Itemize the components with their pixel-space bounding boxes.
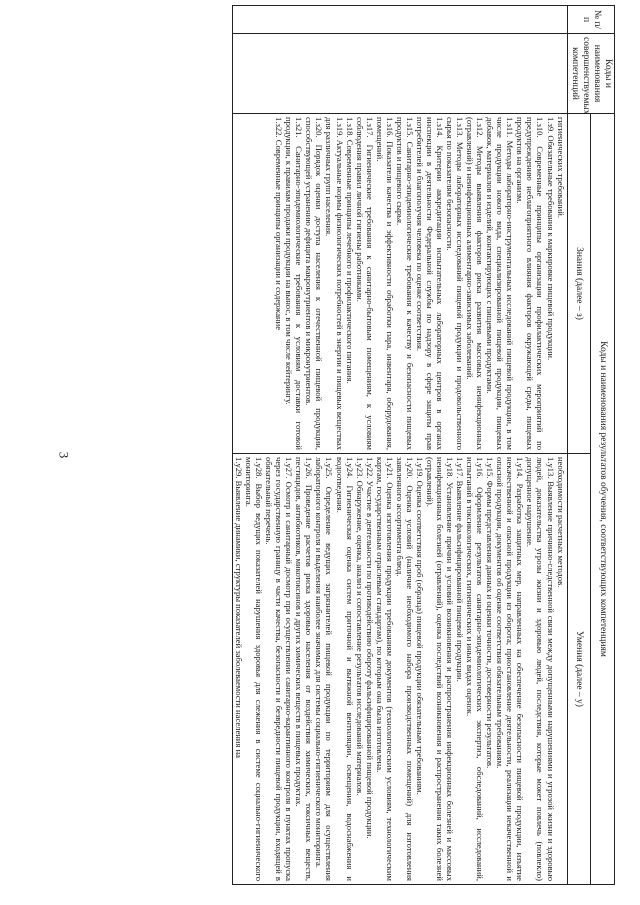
skill-item: 1.у18. Установление причин и условий возникновения и распространения инфекционных болезней и массовых неинфекционных болезней (отравлений), оценка последствий возникновения и распространения таких болезней (отравлений). (424, 457, 456, 881)
knowledge-item: 1.з21. Санитарно-эпидемиологические требования к условиям доставки готовой продукции, к правилам продажи продукции на вынос, в том числе кейтерингу. (284, 117, 305, 450)
page-number: 3 (56, 451, 72, 459)
skill-item: 1.у20. Оценка условий (наличие необходимого набора производственных помещений) для изготовления заявленного ассортимента блюд. (394, 457, 415, 881)
codes-cell (233, 34, 568, 114)
knowledge-item: 1.з18. Современные принципы лечебного и профилактического питания. (344, 117, 355, 384)
knowledge-cell (233, 114, 568, 454)
knowledge-item: гигиенических требований. (555, 117, 566, 218)
column-header-group: Коды и наименования результатов обучения, соответствующих компетенциям (591, 114, 615, 885)
column-header-codes: Коды и наименования совершенствуемых компетенций (567, 34, 614, 114)
knowledge-item: 1.з12. Методы выявления факторов риска развития массовых неинфекционных (отравлений) и неинфекционных алиментарно-зависимых заболеваний. (465, 117, 486, 450)
skill-item: 1.у21. Оценка изготовления продукции требованиям документов (технологическим условиям, технологическим картам, государственным отраслевым стандартам), по которым она была изготовлена. (374, 457, 395, 881)
skill-item: 1.у22. Участие в деятельности по противодействию обороту фальсифицированной пищевой продукции. (364, 457, 375, 839)
skill-item: 1.у26. Проведение расчетов риска здоровью населения от воздействия химических, токсичных веществ, пестицидов, антибиотиков, микотоксинов и других химических веществ в пищевых продуктах. (294, 457, 315, 881)
knowledge-item: 1.з16. Показатели качества и эффективности обработки пара, инвентаря, оборудования, помещений. (374, 117, 395, 450)
header-row-2 (567, 6, 591, 885)
table-row (233, 6, 568, 885)
skill-item: 1.у23. Обнаружение, оценка, анализ и сопоставление результатов исследований материалов. (354, 457, 365, 796)
rotated-content (75, 5, 615, 885)
header-row-1 (591, 6, 615, 885)
skill-item: 1.у27. Осмотр и санитарный досмотр при осуществлении санитарно-карантинного контроля в пунктах пропуска через государственную границу в части качества, безопасности и безвредности пищевой продукции, входящей в обязательный перечень. (264, 457, 295, 881)
knowledge-item: 1.з19. Актуальные нормы физиологических потребностей в энергии и пищевых веществах для различных групп населения. (324, 117, 345, 450)
knowledge-item: 1.з17. Гигиенические требования к санитарно-бытовым помещениям, к условиям соблюдения правил личной гигиены работниками. (354, 117, 375, 450)
knowledge-item: 1.з14. Критерии аккредитации испытательных лабораторных центров в органах инспекции в деятельности Федеральной службы по надзору в сфере защиты прав потребителей и благополучия человека по оценке соответствия. (414, 117, 445, 450)
skills-cell (233, 454, 568, 885)
knowledge-item: 1.з11. Методы лабораторно-инструментальных исследований пищевой продукции, в том числе продукции нового вида, специализированной пищевой продукции, пищевых добавок, материалов и изделий, контактирующих с пищевыми продуктами. (485, 117, 516, 450)
column-header-skills: Умения (далее – у) (567, 454, 591, 885)
competency-table (232, 5, 615, 885)
skill-item: 1.у17. Выявление фальсифицированной пищевой продукции. (455, 457, 466, 682)
skill-item: 1.у15. Формы представления данных и оценки точности, достоверности результатов. (485, 457, 496, 769)
skill-item: 1.у19. Оценка соответствия проб (образца) пищевой продукции обязательным требованиям. (414, 457, 425, 795)
column-header-knowledge: Знания (далее – з) (567, 114, 591, 454)
knowledge-item: 1.з20. Порядок оценки доступа населения к отечественной пищевой продукции, способствующей устранению дефицита макронутриентов и микронутриентов. (304, 117, 325, 450)
skill-item: 1.у24. Гигиеническая оценка систем приточной и вытяжной вентиляции, освещения, водоснабжения и водоотведения. (334, 457, 355, 881)
knowledge-item: 1.з22. Современные принципы организации и содержание (274, 117, 285, 331)
skill-item: 1.у16. Оформление результатов санитарно-эпидемиологических экспертиз, обследований, исследований, испытаний в токсикологических, гигиенических и иных видах оценок. (465, 457, 486, 881)
knowledge-item: 1.з10. Современные принципы организации профилактических мероприятий по предупреждению неблагоприятного влияния факторов окружающей среды, пищевых продуктов на организм. (515, 117, 546, 450)
knowledge-item: 1.з13. Методы лабораторных исследований пищевой продукции и продовольственного сырья по показателям безопасности. (445, 117, 466, 450)
skill-item: 1.у13. Выявление причинно-следственной связи между допущенными нарушениями и угрозой жизни и здоровью людей, доказательства угрозы жизни и здоровью людей, последствия, которые может повлечь (повлекло) допущенное нарушение. (525, 457, 556, 881)
skill-item: необходимости расчетных методов. (555, 457, 566, 588)
num-cell (233, 6, 568, 34)
skill-item: 1.у28. Выбор ведущих показателей нарушения здоровья для слежения в системе социально-гигиенического мониторинга. (244, 457, 265, 881)
rotated-sheet (75, 5, 615, 885)
skill-item: 1.у14. Разработка защитных мер, направленных на обеспечение безопасности пищевой продукции, изъятие некачественной и опасной продукции из оборота; приостановление деятельности, реализации некачественной и опасной продукции, документов об оценке соответствия обязательным требованиям. (495, 457, 526, 881)
skill-item: 1.у25. Определение ведущих загрязнителей пищевой продукции по территориям для осуществления лабораторного контроля и выделения наиболее значимых для системы социально-гигиенического мониторинга. (314, 457, 335, 881)
knowledge-item: 1.з9. Обязательные требования к маркировке пищевой продукции. (545, 117, 556, 361)
skill-item: 1.у29. Выявление динамики, структуры показателей заболеваемости населения на (234, 457, 245, 758)
column-header-num: № п/п (567, 6, 614, 34)
knowledge-item: 1.з15. Санитарно-эпидемиологические требования к качеству и безопасности пищевых продуктов и пищевого сырья. (394, 117, 415, 450)
